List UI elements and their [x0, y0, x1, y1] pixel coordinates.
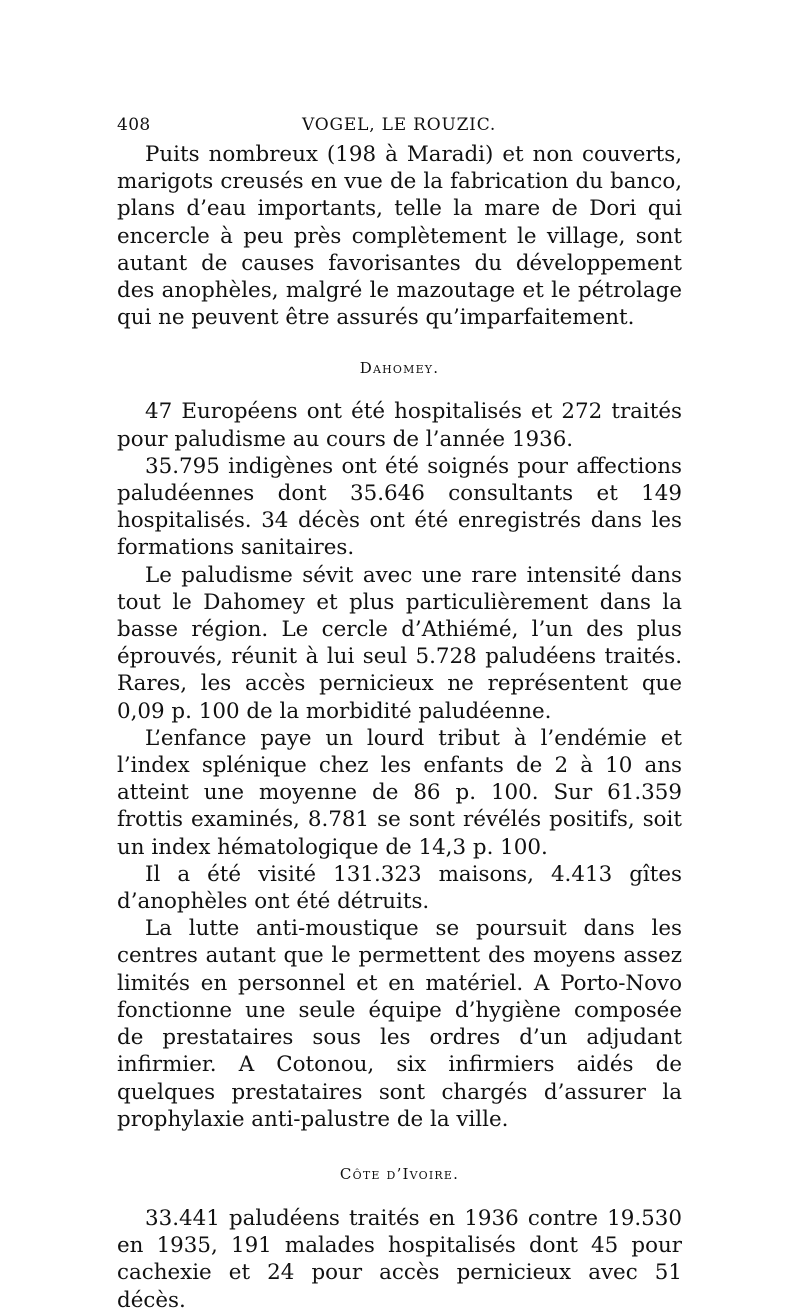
intro-paragraph: Puits nombreux (198 à Maradi) et non couverts, marigots creusés en vue de la fabrication du banco, plans d’eau importants, telle la mare de Dori qui encercle à peu près complètement le village, sont autant de causes favorisantes du développement des anophèles, malgré le mazoutage et le pétrolage qui ne peuvent être assurés qu’imparfaitement.	[117, 142, 682, 331]
dahomey-paragraph: Le paludisme sévit avec une rare intensité dans tout le Dahomey et plus particulièrement dans la basse région. Le cercle d’Athiémé, l’un des plus éprouvés, réunit à lui seul 5.728 paludéens traités. Rares, les accès pernicieux ne représentent que 0,09 p. 100 de la morbidité paludéenne.	[117, 562, 682, 724]
dahomey-paragraph: 35.795 indigènes ont été soignés pour affections paludéennes dont 35.646 consultants et 149 hospitalisés. 34 décès ont été enregistrés dans les formations sanitaires.	[117, 453, 682, 561]
dahomey-paragraph: La lutte anti-moustique se poursuit dans les centres autant que le permettent des moyens assez limités en personnel et en matériel. A Porto-Novo fonctionne une seule équipe d’hygiène composée de prestataires sous les ordres d’un adjudant infirmier. A Cotonou, six infirmiers aidés de quelques prestataires sont chargés d’assurer la prophylaxie anti-palustre de la ville.	[117, 916, 682, 1132]
section-heading-cote-divoire: Côte d’Ivoire.	[339, 1164, 460, 1183]
section-heading-dahomey: Dahomey.	[359, 359, 440, 378]
dahomey-paragraph: 47 Européens ont été hospitalisés et 272 traités pour paludisme au cours de l’année 1936.	[117, 399, 682, 452]
page-number: 408	[117, 115, 151, 135]
dahomey-paragraph: Il a été visité 131.323 maisons, 4.413 gîtes d’anophèles ont été détruits.	[117, 861, 682, 915]
running-title: VOGEL, LE ROUZIC.	[302, 115, 497, 135]
document-page	[117, 115, 682, 1314]
dahomey-paragraph: L’enfance paye un lourd tribut à l’endémie et l’index splénique chez les enfants de 2 à 10 ans atteint une moyenne de 86 p. 100. Sur 61.359 frottis examinés, 8.781 se sont révélés positifs, soit un index hématologique de 14,3 p. 100.	[117, 725, 682, 860]
running-header	[117, 115, 682, 141]
cote-divoire-paragraph: 33.441 paludéens traités en 1936 contre 19.530 en 1935, 191 malades hospitalisés dont 45 pour cachexie et 24 pour accès pernicieux avec 51 décès.	[117, 1205, 682, 1313]
